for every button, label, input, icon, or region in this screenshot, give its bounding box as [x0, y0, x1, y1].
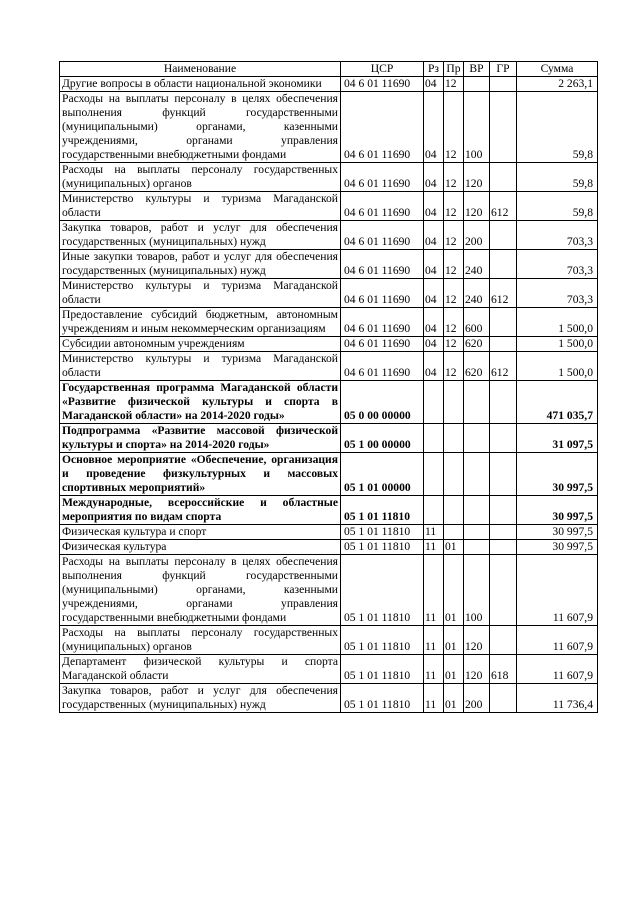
cell-vr: 200	[464, 221, 490, 250]
cell-rz: 11	[424, 540, 444, 555]
cell-gr	[490, 221, 517, 250]
cell-pr	[444, 424, 464, 453]
cell-vr	[464, 381, 490, 424]
cell-name: Субсидии автономным учреждениям	[60, 337, 341, 352]
cell-csr: 05 1 01 11810	[341, 684, 424, 713]
cell-gr	[490, 684, 517, 713]
cell-name: Департамент физической культуры и спорта Магаданской области	[60, 655, 341, 684]
cell-sum: 31 097,5	[517, 424, 598, 453]
cell-csr: 05 1 01 11810	[341, 626, 424, 655]
cell-csr: 04 6 01 11690	[341, 352, 424, 381]
cell-rz: 04	[424, 250, 444, 279]
cell-sum: 30 997,5	[517, 453, 598, 496]
cell-gr: 612	[490, 279, 517, 308]
cell-name: Другие вопросы в области национальной экономики	[60, 77, 341, 92]
table-row	[60, 250, 598, 279]
cell-sum: 30 997,5	[517, 540, 598, 555]
header-vr: ВР	[464, 62, 490, 77]
header-rz: Рз	[424, 62, 444, 77]
cell-rz: 04	[424, 308, 444, 337]
header-gr: ГР	[490, 62, 517, 77]
cell-gr	[490, 525, 517, 540]
header-sum: Сумма	[517, 62, 598, 77]
cell-pr	[444, 381, 464, 424]
cell-csr: 04 6 01 11690	[341, 279, 424, 308]
cell-vr: 620	[464, 337, 490, 352]
table-row	[60, 381, 598, 424]
cell-gr	[490, 250, 517, 279]
cell-vr: 600	[464, 308, 490, 337]
table-row	[60, 655, 598, 684]
cell-gr	[490, 337, 517, 352]
cell-gr	[490, 540, 517, 555]
cell-vr: 120	[464, 192, 490, 221]
cell-name: Международные, всероссийские и областные мероприятия по видам спорта	[60, 496, 341, 525]
cell-rz	[424, 424, 444, 453]
cell-pr	[444, 525, 464, 540]
cell-name: Закупка товаров, работ и услуг для обеспечения государственных (муниципальных) нужд	[60, 684, 341, 713]
cell-csr: 05 1 01 11810	[341, 496, 424, 525]
cell-csr: 05 1 01 11810	[341, 555, 424, 626]
cell-csr: 04 6 01 11690	[341, 192, 424, 221]
cell-vr	[464, 525, 490, 540]
cell-rz: 04	[424, 352, 444, 381]
header-csr: ЦСР	[341, 62, 424, 77]
cell-rz: 04	[424, 92, 444, 163]
table-row	[60, 163, 598, 192]
cell-sum: 1 500,0	[517, 308, 598, 337]
cell-csr: 04 6 01 11690	[341, 337, 424, 352]
cell-gr	[490, 92, 517, 163]
cell-sum: 30 997,5	[517, 525, 598, 540]
table-row	[60, 496, 598, 525]
cell-vr: 200	[464, 684, 490, 713]
cell-pr	[444, 496, 464, 525]
cell-name: Подпрограмма «Развитие массовой физической культуры и спорта» на 2014-2020 годы»	[60, 424, 341, 453]
cell-sum: 471 035,7	[517, 381, 598, 424]
cell-gr	[490, 381, 517, 424]
cell-csr: 05 1 01 11810	[341, 525, 424, 540]
cell-sum: 2 263,1	[517, 77, 598, 92]
cell-sum: 1 500,0	[517, 352, 598, 381]
cell-pr: 01	[444, 555, 464, 626]
table-row	[60, 684, 598, 713]
table-row	[60, 352, 598, 381]
cell-sum: 11 607,9	[517, 655, 598, 684]
cell-pr: 12	[444, 337, 464, 352]
cell-rz: 04	[424, 77, 444, 92]
cell-sum: 703,3	[517, 250, 598, 279]
cell-csr: 04 6 01 11690	[341, 77, 424, 92]
table-row	[60, 453, 598, 496]
cell-name: Расходы на выплаты персоналу государственных (муниципальных) органов	[60, 163, 341, 192]
cell-vr: 100	[464, 555, 490, 626]
cell-name: Министерство культуры и туризма Магаданской области	[60, 279, 341, 308]
cell-vr: 100	[464, 92, 490, 163]
cell-name: Закупка товаров, работ и услуг для обеспечения государственных (муниципальных) нужд	[60, 221, 341, 250]
cell-vr	[464, 496, 490, 525]
cell-rz: 11	[424, 626, 444, 655]
cell-name: Расходы на выплаты персоналу в целях обеспечения выполнения функций государственными (муниципальными) органами, казенными учреждениями, органами управления государственными внебюджетными фондами	[60, 555, 341, 626]
header-row	[60, 62, 598, 77]
cell-csr: 04 6 01 11690	[341, 221, 424, 250]
cell-gr	[490, 163, 517, 192]
cell-sum: 59,8	[517, 192, 598, 221]
cell-csr: 05 1 00 00000	[341, 424, 424, 453]
cell-vr: 620	[464, 352, 490, 381]
cell-csr: 04 6 01 11690	[341, 250, 424, 279]
cell-csr: 05 1 01 11810	[341, 540, 424, 555]
cell-name: Расходы на выплаты персоналу в целях обеспечения выполнения функций государственными (муниципальными) органами, казенными учреждениями, органами управления государственными внебюджетными фондами	[60, 92, 341, 163]
table-row	[60, 626, 598, 655]
cell-vr	[464, 453, 490, 496]
table-row	[60, 337, 598, 352]
cell-csr: 05 0 00 00000	[341, 381, 424, 424]
cell-vr: 120	[464, 163, 490, 192]
cell-gr	[490, 424, 517, 453]
cell-vr	[464, 424, 490, 453]
cell-sum: 703,3	[517, 221, 598, 250]
cell-rz: 04	[424, 163, 444, 192]
cell-gr	[490, 77, 517, 92]
cell-name: Основное мероприятие «Обеспечение, организация и проведение физкультурных и массовых спортивных мероприятий»	[60, 453, 341, 496]
cell-sum: 59,8	[517, 163, 598, 192]
cell-name: Министерство культуры и туризма Магаданской области	[60, 192, 341, 221]
cell-gr	[490, 626, 517, 655]
cell-rz: 11	[424, 555, 444, 626]
header-name: Наименование	[60, 62, 341, 77]
cell-vr	[464, 540, 490, 555]
table-body	[60, 77, 598, 713]
header-pr: Пр	[444, 62, 464, 77]
cell-pr: 12	[444, 308, 464, 337]
cell-rz: 04	[424, 192, 444, 221]
cell-rz: 11	[424, 684, 444, 713]
cell-vr: 240	[464, 279, 490, 308]
cell-pr: 12	[444, 163, 464, 192]
cell-sum: 11 607,9	[517, 626, 598, 655]
cell-rz	[424, 453, 444, 496]
cell-pr: 01	[444, 540, 464, 555]
cell-sum: 11 607,9	[517, 555, 598, 626]
cell-vr: 240	[464, 250, 490, 279]
cell-rz: 11	[424, 655, 444, 684]
cell-rz	[424, 381, 444, 424]
cell-pr: 12	[444, 77, 464, 92]
cell-csr: 04 6 01 11690	[341, 163, 424, 192]
cell-pr: 12	[444, 192, 464, 221]
cell-csr: 04 6 01 11690	[341, 92, 424, 163]
cell-name: Расходы на выплаты персоналу государственных (муниципальных) органов	[60, 626, 341, 655]
cell-csr: 04 6 01 11690	[341, 308, 424, 337]
table-row	[60, 424, 598, 453]
cell-sum: 30 997,5	[517, 496, 598, 525]
cell-rz: 04	[424, 337, 444, 352]
cell-gr: 612	[490, 192, 517, 221]
cell-rz: 04	[424, 221, 444, 250]
table-row	[60, 525, 598, 540]
table-row	[60, 555, 598, 626]
table-row	[60, 92, 598, 163]
cell-sum: 11 736,4	[517, 684, 598, 713]
cell-pr: 01	[444, 655, 464, 684]
cell-pr: 12	[444, 352, 464, 381]
cell-rz: 11	[424, 525, 444, 540]
cell-csr: 05 1 01 11810	[341, 655, 424, 684]
cell-pr: 12	[444, 221, 464, 250]
cell-name: Физическая культура и спорт	[60, 525, 341, 540]
cell-gr	[490, 496, 517, 525]
cell-vr	[464, 77, 490, 92]
cell-pr: 12	[444, 92, 464, 163]
cell-sum: 59,8	[517, 92, 598, 163]
cell-gr: 612	[490, 352, 517, 381]
table-row	[60, 221, 598, 250]
cell-vr: 120	[464, 626, 490, 655]
cell-gr	[490, 555, 517, 626]
cell-name: Министерство культуры и туризма Магаданской области	[60, 352, 341, 381]
cell-pr: 01	[444, 626, 464, 655]
cell-pr: 01	[444, 684, 464, 713]
cell-csr: 05 1 01 00000	[341, 453, 424, 496]
budget-table	[59, 61, 598, 713]
cell-pr: 12	[444, 279, 464, 308]
table-row	[60, 308, 598, 337]
cell-pr	[444, 453, 464, 496]
cell-sum: 1 500,0	[517, 337, 598, 352]
table-row	[60, 192, 598, 221]
table-row	[60, 77, 598, 92]
cell-rz	[424, 496, 444, 525]
cell-name: Государственная программа Магаданской области «Развитие физической культуры и спорта в Магаданской области» на 2014-2020 годы»	[60, 381, 341, 424]
cell-name: Физическая культура	[60, 540, 341, 555]
cell-vr: 120	[464, 655, 490, 684]
table-row	[60, 540, 598, 555]
cell-name: Иные закупки товаров, работ и услуг для обеспечения государственных (муниципальных) нужд	[60, 250, 341, 279]
cell-sum: 703,3	[517, 279, 598, 308]
cell-pr: 12	[444, 250, 464, 279]
cell-gr	[490, 453, 517, 496]
table-row	[60, 279, 598, 308]
cell-rz: 04	[424, 279, 444, 308]
cell-gr	[490, 308, 517, 337]
cell-name: Предоставление субсидий бюджетным, автономным учреждениям и иным некоммерческим организациям	[60, 308, 341, 337]
cell-gr: 618	[490, 655, 517, 684]
